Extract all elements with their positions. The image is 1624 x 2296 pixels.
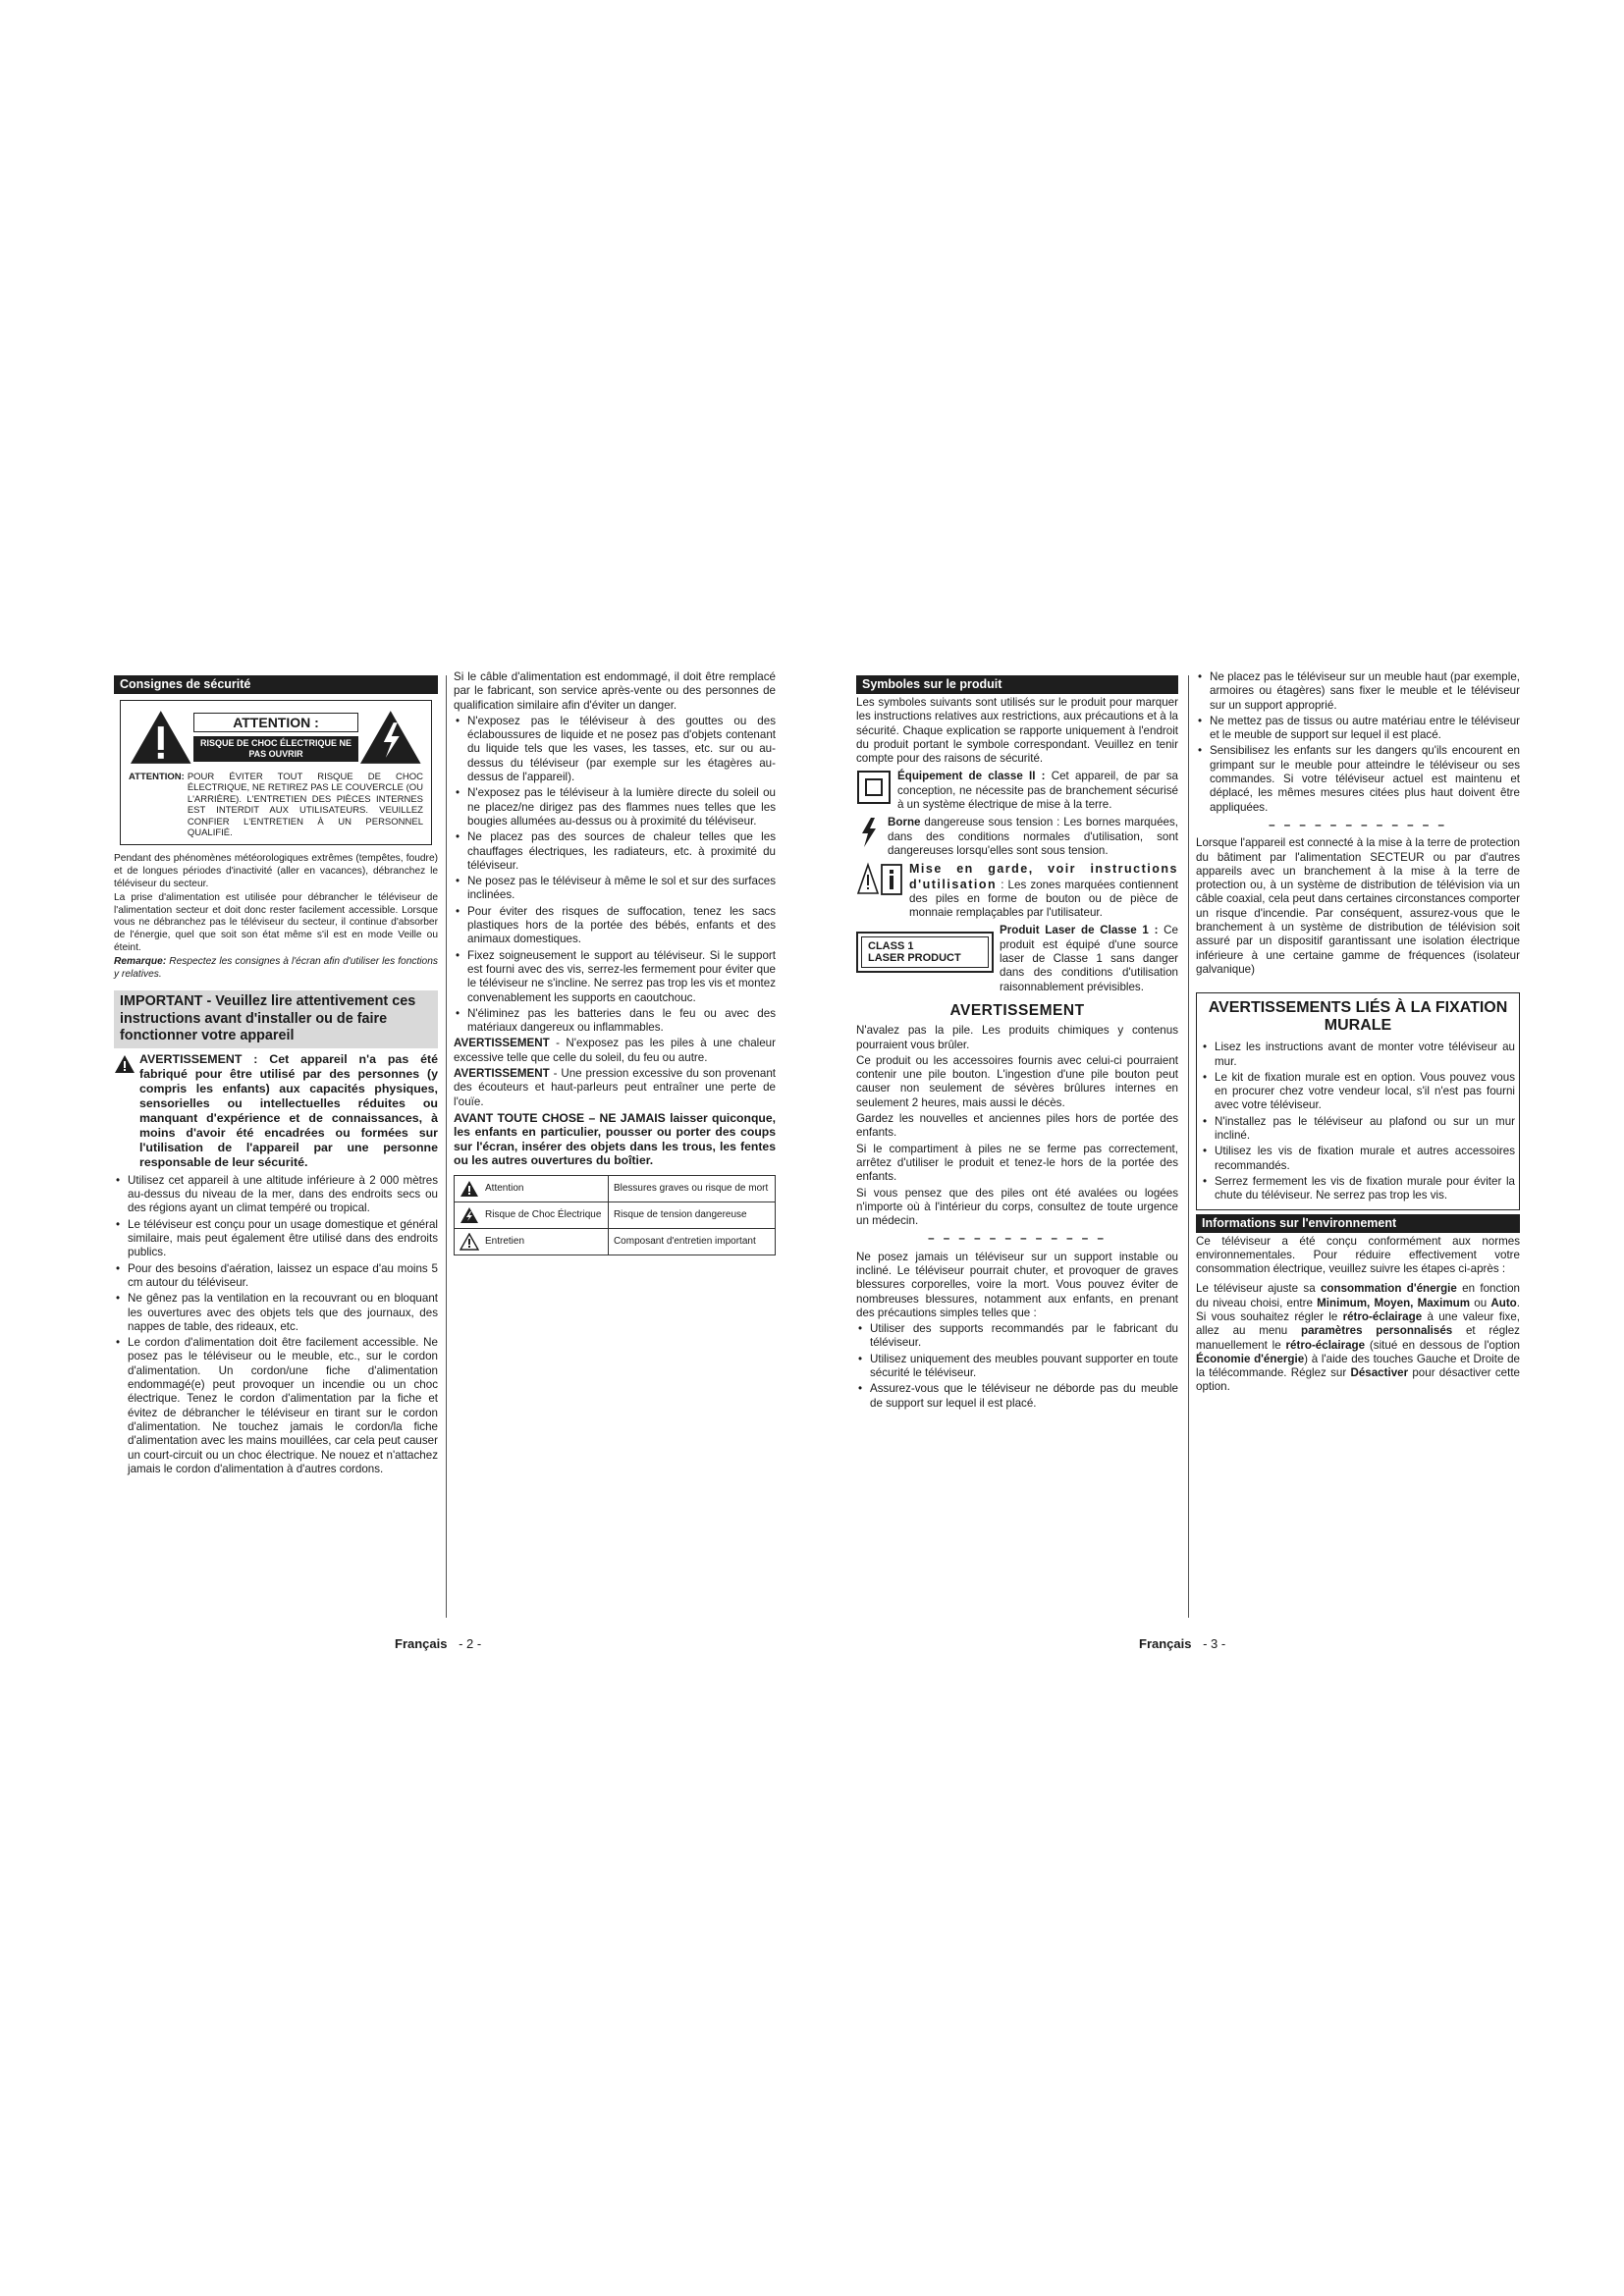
- list-item: • N'éliminez pas les batteries dans le feu ou avec des matériaux dangereux ou inflammables.: [454, 1007, 776, 1036]
- separator-dashes: – – – – – – – – – – – –: [928, 1232, 1107, 1246]
- attention-title: ATTENTION :: [193, 713, 359, 732]
- table-row: [455, 1202, 776, 1229]
- text-run-bold: Minimum, Moyen, Maximum: [1317, 1296, 1471, 1309]
- text-run: pour désactiver cette option.: [1196, 1366, 1521, 1394]
- warning-paragraph: [114, 1052, 438, 1170]
- text-run-bold: Désactiver: [1350, 1366, 1409, 1380]
- col2-bullet-list: [454, 715, 776, 1036]
- symbol-legend-table: [454, 1175, 776, 1255]
- footer-left: [395, 1636, 481, 1651]
- list-item: • Utilisez uniquement des meubles pouvant supporter en toute sécurité le téléviseur.: [856, 1353, 1178, 1381]
- paragraph-battery-3: Gardez les nouvelles et anciennes piles hors de portée des enfants.: [856, 1112, 1178, 1140]
- important-banner: IMPORTANT - Veuillez lire attentivement ces instructions avant d'installer ou de faire fonctionner votre appareil: [114, 990, 438, 1048]
- column-3: [856, 675, 1178, 1413]
- text-run-bold: rétro-éclairage: [1342, 1309, 1423, 1323]
- legend-desc: Risque de tension dangereuse: [608, 1202, 775, 1229]
- legend-name: Risque de Choc Électrique: [485, 1209, 602, 1221]
- warning-sound: [454, 1067, 776, 1109]
- legend-desc: Blessures graves ou risque de mort: [608, 1176, 775, 1202]
- text-run: ou: [1470, 1296, 1491, 1309]
- attention-note: [129, 772, 423, 838]
- paragraph-environment-1: Ce téléviseur a été conçu conformément aux normes environnementales. Pour réduire effectivement votre consommation électrique, veuillez suivre les étapes ci-après :: [1196, 1234, 1520, 1276]
- warning-icon: [114, 1054, 135, 1074]
- terminal-text: dangereuse sous tension : Les bornes marquées, dans des conditions normales d'utilisation, sont dangereuses lorsqu'elles sont sous tension.: [888, 816, 1178, 857]
- text-run: ) à l'aide des touches Gauche et Droite de la télécommande. Réglez sur: [1196, 1352, 1520, 1380]
- remark-label: Remarque:: [114, 956, 167, 968]
- footer-page-number: - 2 -: [459, 1636, 482, 1651]
- text-run: à une valeur fixe, allez au menu: [1196, 1309, 1520, 1338]
- class2-symbol-row: [856, 770, 1178, 812]
- class2-text: Cet appareil, de par sa conception, ne nécessite pas de branchement sécurisé à un système électrique de mise à la terre.: [897, 770, 1178, 812]
- caution-manual-icon: [856, 862, 903, 897]
- separator-dashes: – – – – – – – – – – – –: [1269, 818, 1447, 831]
- wall-mount-title: AVERTISSEMENTS LIÉS À LA FIXATION MURALE: [1208, 999, 1508, 1035]
- list-item: • Fixez soigneusement le support au téléviseur. Si le support est fourni avec des vis, serrez-les fermement pour éviter que le téléviseur ne s'incline. Ne serrez pas trop les vis et montez convenablement les supports en caoutchouc.: [454, 949, 776, 1005]
- legend-name: Attention: [485, 1183, 524, 1195]
- remark: [114, 956, 438, 981]
- list-item: • Pour des besoins d'aération, laissez un espace d'au moins 5 cm autour du téléviseur.: [114, 1262, 438, 1291]
- text-run: en fonction du niveau choisi, entre: [1196, 1282, 1520, 1309]
- legend-name: Entretien: [485, 1236, 525, 1248]
- paragraph-unstable-stand: Ne posez jamais un téléviseur sur un support instable ou incliné. Le téléviseur pourrait chuter, et provoquer de graves blessures corporelles, voire la mort. Vous pouvez éviter de nombreuses blessures, notamment aux enfants, en prenant des précautions simples telles que :: [856, 1250, 1178, 1319]
- attention-note-text: POUR ÉVITER TOUT RISQUE DE CHOC ÉLECTRIQUE, NE RETIREZ PAS LE COUVERCLE (OU L'ARRIÈRE). L'ENTRETIEN DES PIÈCES INTERNES EST INTERDIT AUX UTILISATEURS. VEUILLEZ CONFIER L'ENTRETIEN À UN PERSONNEL QUALIFIÉ.: [187, 772, 423, 839]
- caution-text: : Les zones marquées contiennent des piles en forme de bouton ou de pièce de monnaie remplaçables par l'utilisateur.: [909, 878, 1178, 920]
- list-item: • N'exposez pas le téléviseur à la lumière directe du soleil ou ne placez/ne dirigez pas des flammes nues telles que les bougies allumées au-dessus ou à proximité du téléviseur.: [454, 786, 776, 828]
- table-row: [455, 1176, 776, 1202]
- class1-laser-label-box: [856, 932, 994, 973]
- warning-text: AVERTISSEMENT : Cet appareil n'a pas été fabriqué pour être utilisé par des personnes (y compris les enfants) aux capacités physiques, sensorielles ou intellectuelles réduites ou manquant d'expérience et de connaissances, à moins d'avoir été encadrées ou formées sur l'utilisation de l'appareil par une personne responsable de leur sécurité.: [139, 1051, 438, 1169]
- list-item: • Le cordon d'alimentation doit être facilement accessible. Ne posez pas le téléviseur ou le meuble, etc., sur le cordon d'alimentation. Un cordon/une fiche d'alimentation endommagé(e) peut provoquer un incendie ou un choc électrique. Tenez le cordon d'alimentation par la fiche et évitez de débrancher le téléviseur en tirant sur le cordon d'alimentation. Ne touchez jamais le cordon/la fiche d'alimentation avec les mains mouillées, car cela peut causer un court-circuit ou un choc électrique. Ne nouez et n'attachez jamais le cordon d'alimentation à d'autres cordons.: [114, 1336, 438, 1476]
- caution-symbol-row: [856, 862, 1178, 920]
- wall-mount-warning-box: [1196, 992, 1520, 1209]
- paragraph-cable: Si le câble d'alimentation est endommagé, il doit être remplacé par le fabricant, son service après-vente ou des personnes de qualification similaire afin d'éviter un danger.: [454, 670, 776, 712]
- list-item: • Sensibilisez les enfants sur les dangers qu'ils encourent en grimpant sur le meuble pour atteindre le téléviseur ou ses commandes. Si votre téléviseur actuel est maintenu et déplacé, les mêmes mesures citées plus haut doivent être appliquées.: [1196, 744, 1520, 814]
- lightning-triangle-icon: [358, 709, 423, 766]
- text-run-bold: Auto: [1490, 1296, 1517, 1309]
- laser-label: Produit Laser de Classe 1 :: [1000, 924, 1159, 937]
- text-run-bold: paramètres personnalisés: [1301, 1324, 1453, 1338]
- remark-text: Respectez les consignes à l'écran afin d'utiliser les fonctions y relatives.: [114, 956, 438, 980]
- paragraph-battery-4: Si le compartiment à piles ne se ferme pas correctement, arrêtez d'utiliser le produit et tenez-le hors de la portée des enfants.: [856, 1142, 1178, 1184]
- text-run: . Si vous souhaitez régler le: [1196, 1296, 1520, 1323]
- attention-note-label: ATTENTION:: [129, 772, 185, 782]
- laser-box-line-1: CLASS 1: [868, 940, 914, 953]
- paragraph-grounding: Lorsque l'appareil est connecté à la mise à la terre de protection du bâtiment par l'alimentation SECTEUR ou par d'autres appareils avec un branchement à la mise à la terre de protection ou, à un système de distribution de télévision via un câble coaxial, cela peut dans certaines circonstances comporter un risque d'incendie. Par conséquent, assurez-vous que le branchement à un système de distribution de télévision soit assuré par un dispositif garantissant une isolation électrique inférieure à une certaine gamme de fréquences (isolateur galvanique): [1196, 836, 1520, 976]
- table-row: [455, 1229, 776, 1255]
- col3-bullet-list: [856, 1322, 1178, 1411]
- paragraph-battery-2: Ce produit ou les accessoires fournis avec celui-ci pourraient contenir une pile bouton. L'ingestion d'une pile bouton peut causer non seulement de sévères brûlures internes en seulement 2 heures, mais aussi le décès.: [856, 1053, 1178, 1109]
- terminal-symbol-row: [856, 816, 1178, 858]
- list-item: • Le téléviseur est conçu pour un usage domestique et général similaire, mais peut également être utilisé dans des endroits publics.: [114, 1218, 438, 1260]
- legend-desc: Composant d'entretien important: [608, 1229, 775, 1255]
- footer-page-number: - 3 -: [1203, 1636, 1226, 1651]
- list-item: • Ne posez pas le téléviseur à même le sol et sur des surfaces inclinées.: [454, 875, 776, 903]
- col4-bullet-list: [1196, 670, 1520, 815]
- text-run-bold: rétro-éclairage: [1285, 1338, 1366, 1352]
- maintenance-triangle-icon: [460, 1233, 479, 1251]
- attention-subtitle: RISQUE DE CHOC ÉLECTRIQUE NE PAS OUVRIR: [193, 736, 359, 762]
- list-item: • Utilisez les vis de fixation murale et autres accessoires recommandés.: [1201, 1145, 1515, 1173]
- paragraph-battery-1: N'avalez pas la pile. Les produits chimiques y contenus pourraient vous brûler.: [856, 1024, 1178, 1051]
- warning-batteries: [454, 1037, 776, 1065]
- wall-mount-bullet-list: [1201, 1041, 1515, 1202]
- laser-symbol-row: [856, 924, 1178, 993]
- section-header-safety: Consignes de sécurité: [114, 675, 438, 694]
- laser-text: Ce produit est équipé d'une source laser de Classe 1 sans danger dans des conditions d'utilisation raisonnablement prévisibles.: [1000, 924, 1178, 993]
- text-run: et réglez manuellement le: [1196, 1324, 1520, 1352]
- warning-icon: [460, 1180, 479, 1198]
- text-run-bold: Économie d'énergie: [1196, 1352, 1305, 1365]
- warning-label: AVERTISSEMENT: [454, 1037, 550, 1050]
- section-title-warning: AVERTISSEMENT: [949, 1001, 1085, 1019]
- list-item: • Ne gênez pas la ventilation en la recouvrant ou en bloquant les ouvertures avec des objets tels que des journaux, des nappes de table, des rideaux, etc.: [114, 1292, 438, 1334]
- warning-text: - N'exposez pas les piles à une chaleur excessive telle que celle du soleil, du feu ou autre.: [454, 1037, 776, 1064]
- footer-language: Français: [395, 1636, 448, 1651]
- paragraph-weather: Pendant des phénomènes météorologiques extrêmes (tempêtes, foudre) et de longues périodes d'inactivité (aller en vacances), débranchez le téléviseur du secteur.: [114, 853, 438, 889]
- column-divider-right: [1188, 675, 1189, 1618]
- lightning-icon: [460, 1206, 479, 1224]
- warning-triangle-icon: [129, 709, 193, 766]
- list-item: • N'installez pas le téléviseur au plafond ou sur un mur incliné.: [1201, 1115, 1515, 1144]
- list-item: • Ne placez pas des sources de chaleur telles que les chauffages électriques, les radiateurs, etc. à proximité du téléviseur.: [454, 830, 776, 873]
- warning-text: - Une pression excessive du son provenant des écouteurs et haut-parleurs peut entraîner une perte de l'ouïe.: [454, 1067, 776, 1108]
- warning-screen: AVANT TOUTE CHOSE – NE JAMAIS laisser quiconque, les enfants en particulier, pousser ou porter des coups sur l'écran, insérer des objets dans les trous, les fentes ou les autres ouvertures du boîtier.: [454, 1110, 776, 1167]
- paragraph-symbols-intro: Les symboles suivants sont utilisés sur le produit pour marquer les instructions relatives aux restrictions, aux précautions et à la sécurité. Chaque explication se rapporte uniquement à l'endroit du produit portant le symbole correspondant. Veuillez en tenir compte pour des raisons de sécurité.: [856, 696, 1178, 766]
- col1-bullet-list: [114, 1174, 438, 1476]
- list-item: • Lisez les instructions avant de monter votre téléviseur au mur.: [1201, 1041, 1515, 1069]
- list-item: • Le kit de fixation murale est en option. Vous pouvez vous en procurer chez votre vendeur local, s'il n'est pas fourni avec votre téléviseur.: [1201, 1071, 1515, 1113]
- text-run: Le téléviseur ajuste sa: [1196, 1282, 1321, 1296]
- list-item: • Pour éviter des risques de suffocation, tenez les sacs plastiques hors de la portée des bébés, enfants et des animaux domestiques.: [454, 905, 776, 947]
- list-item: • N'exposez pas le téléviseur à des gouttes ou des éclaboussures de liquide et ne posez pas d'objets contenant du liquide tels que les vases, les tasses, etc. sur ou au-dessus du téléviseur (par exemple sur les étagères au-dessus de l'appareil).: [454, 715, 776, 784]
- attention-box: [120, 700, 432, 845]
- section-header-environment: Informations sur l'environnement: [1196, 1214, 1520, 1233]
- list-item: • Ne placez pas le téléviseur sur un meuble haut (par exemple, armoires ou étagères) sans fixer le meuble et le téléviseur sur un support approprié.: [1196, 670, 1520, 713]
- column-divider-left: [446, 675, 447, 1618]
- double-square-icon: [856, 770, 892, 805]
- class2-label: Équipement de classe II :: [897, 770, 1046, 783]
- column-1: [114, 675, 438, 1478]
- list-item: • Assurez-vous que le téléviseur ne déborde pas du meuble de support sur lequel il est placé.: [856, 1382, 1178, 1411]
- paragraph-power-plug: La prise d'alimentation est utilisée pour débrancher le téléviseur de l'alimentation secteur et doit donc rester facilement accessible. Lorsque vous ne débranchez pas le téléviseur du secteur, il continue d'absorber de l'énergie, quel que soit son état même s'il est en mode Veille ou éteint.: [114, 892, 438, 953]
- terminal-label: Borne: [888, 816, 921, 829]
- list-item: • Utiliser des supports recommandés par le fabricant du téléviseur.: [856, 1322, 1178, 1351]
- list-item: • Ne mettez pas de tissus ou autre matériau entre le téléviseur et le meuble de support sur lequel il est placé.: [1196, 715, 1520, 743]
- list-item: • Utilisez cet appareil à une altitude inférieure à 2 000 mètres au-dessus du niveau de la mer, dans des endroits secs ou des régions ayant un climat tempéré ou tropical.: [114, 1174, 438, 1216]
- laser-box-line-2: LASER PRODUCT: [868, 952, 961, 965]
- column-2: [454, 670, 776, 1255]
- warning-label: AVERTISSEMENT: [454, 1067, 550, 1081]
- footer-right: [1139, 1636, 1225, 1651]
- text-run-bold: consommation d'énergie: [1320, 1282, 1457, 1296]
- column-4: [1196, 670, 1520, 1397]
- caution-label: Mise en garde, voir instructions d'utilisation: [909, 862, 1178, 891]
- text-run: (situé en dessous de l'option: [1365, 1338, 1520, 1352]
- lightning-bolt-icon: [856, 816, 882, 849]
- list-item: • Serrez fermement les vis de fixation murale pour éviter la chute du téléviseur. Ne serrez pas trop les vis.: [1201, 1175, 1515, 1203]
- section-header-symbols: Symboles sur le produit: [856, 675, 1178, 694]
- paragraph-battery-5: Si vous pensez que des piles ont été avalées ou logées n'importe où à l'intérieur du corps, consultez de toute urgence un médecin.: [856, 1186, 1178, 1228]
- paragraph-environment-2: [1196, 1282, 1520, 1394]
- footer-language: Français: [1139, 1636, 1192, 1651]
